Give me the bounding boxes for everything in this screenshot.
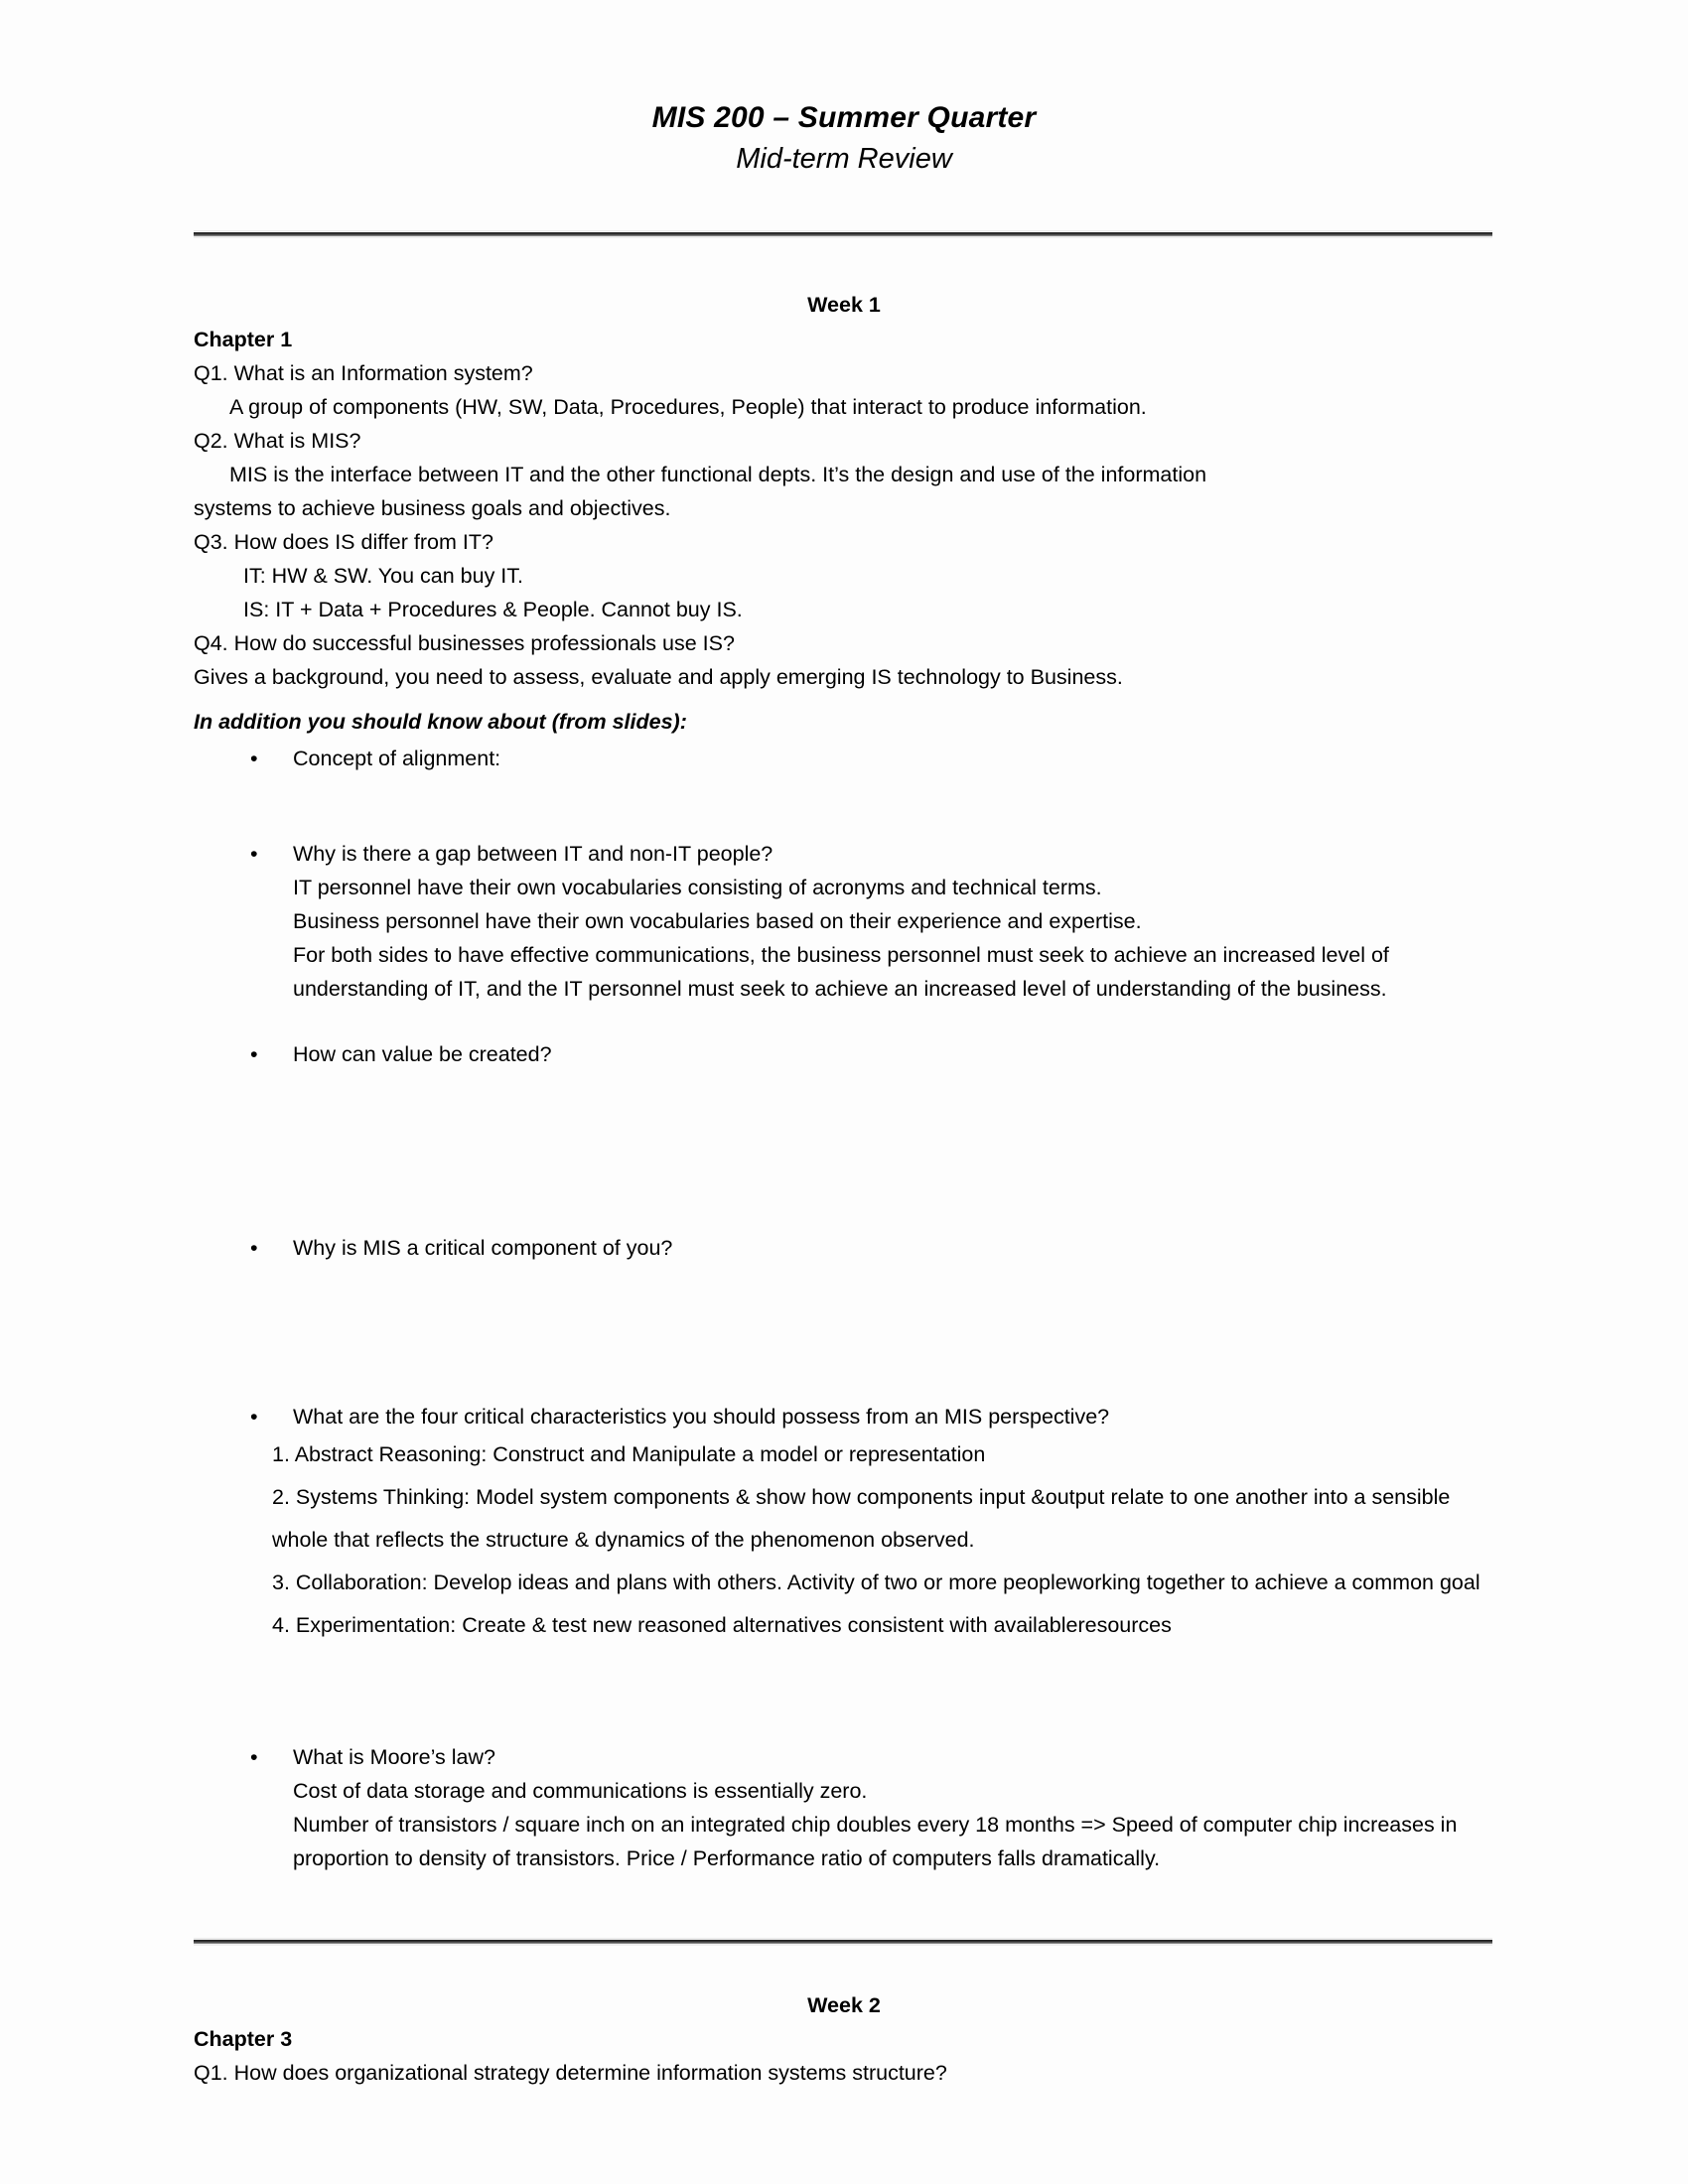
- bullet-row: [194, 1400, 1494, 1433]
- q2-question: Q2. What is MIS?: [194, 429, 361, 453]
- bullet-label: Concept of alignment:: [293, 747, 501, 770]
- bullet-value-created: [194, 1037, 1494, 1071]
- bullet-dot-icon: •: [250, 842, 258, 866]
- characteristic-item: 3. Collaboration: Develop ideas and plans with others. Activity of two or more peopleworking together to achieve a common goal: [272, 1570, 1480, 1594]
- bullet-row: [194, 1231, 1494, 1265]
- week2-q1-question: Q1. How does organizational strategy determine information systems structure?: [194, 2061, 947, 2085]
- week2-divider: [194, 1938, 1492, 1945]
- week2-block: [194, 1988, 1494, 2090]
- divider-shadow: [194, 1944, 1492, 1946]
- slides-note-wrap: [194, 705, 1494, 739]
- bullet-detail-line: For both sides to have effective communications, the business personnel must seek to achieve an increased level of understanding of IT, and the IT personnel must seek to achieve an increased level of understanding of the business.: [293, 943, 1389, 1001]
- q1-question: Q1. What is an Information system?: [194, 361, 533, 385]
- bullet-label: Why is there a gap between IT and non-IT people?: [293, 842, 774, 866]
- q4-question: Q4. How do successful businesses professionals use IS?: [194, 631, 735, 655]
- bullet-detail-line: Cost of data storage and communications is essentially zero.: [293, 1779, 868, 1803]
- week2-heading: Week 2: [807, 1993, 881, 2017]
- q2-answer-line2: systems to achieve business goals and objectives.: [194, 496, 671, 520]
- bullet-row: [194, 1037, 1494, 1071]
- bullet-dot-icon: •: [250, 1405, 258, 1429]
- characteristic-item: 2. Systems Thinking: Model system components & show how components input &output relate to one another into a sensible whole that reflects the structure & dynamics of the phenomenon observed.: [272, 1485, 1451, 1552]
- bullet-dot-icon: •: [250, 747, 258, 770]
- bullet-dot-icon: •: [250, 1236, 258, 1260]
- bullet-row: [194, 837, 1494, 1006]
- bullet-moores-law: [194, 1740, 1494, 1875]
- q1-answer: A group of components (HW, SW, Data, Procedures, People) that interact to produce information.: [229, 395, 1147, 419]
- chapter1-title: Chapter 1: [194, 328, 293, 351]
- characteristic-item: 4. Experimentation: Create & test new reasoned alternatives consistent with availableresources: [272, 1613, 1172, 1637]
- bullet-dot-icon: •: [250, 1745, 258, 1769]
- document-subtitle: Mid-term Review: [736, 142, 952, 175]
- q4-answer: Gives a background, you need to assess, evaluate and apply emerging IS technology to Business.: [194, 665, 1123, 689]
- q3-answer-line2: IS: IT + Data + Procedures & People. Cannot buy IS.: [243, 598, 743, 621]
- characteristic-item: 1. Abstract Reasoning: Construct and Manipulate a model or representation: [272, 1442, 986, 1466]
- bullet-mis-critical: [194, 1231, 1494, 1265]
- slides-note-heading: In addition you should know about (from slides):: [194, 710, 687, 734]
- document-title: MIS 200 – Summer Quarter: [651, 101, 1037, 134]
- week1-heading-wrap: [194, 288, 1494, 322]
- q3-answer-line1: IT: HW & SW. You can buy IT.: [243, 564, 524, 588]
- header-divider: [194, 230, 1492, 237]
- bullet-label: How can value be created?: [293, 1042, 552, 1066]
- chapter1-block: [194, 323, 1494, 694]
- bullet-four-characteristics: [194, 1400, 1494, 1647]
- bullet-it-gap: [194, 837, 1494, 1006]
- bullet-detail-line: Number of transistors / square inch on an integrated chip doubles every 18 months => Speed of computer chip increases in proportion to density of transistors. Price / Performance ratio of computers falls dramatically.: [293, 1813, 1458, 1870]
- bullet-alignment: [194, 742, 1494, 775]
- document-header: [194, 99, 1494, 177]
- bullet-dot-icon: •: [250, 1042, 258, 1066]
- bullet-label: What are the four critical characteristics you should possess from an MIS perspective?: [293, 1405, 1110, 1429]
- divider-shadow: [194, 236, 1492, 238]
- q2-answer-line1: MIS is the interface between IT and the other functional depts. It’s the design and use of the information: [229, 463, 1207, 486]
- bullet-label: What is Moore’s law?: [293, 1745, 495, 1769]
- q3-question: Q3. How does IS differ from IT?: [194, 530, 493, 554]
- bullet-row: [194, 742, 1494, 775]
- bullet-detail-line: Business personnel have their own vocabularies based on their experience and expertise.: [293, 909, 1142, 933]
- bullet-row: [194, 1740, 1494, 1875]
- bullet-detail-line: IT personnel have their own vocabularies consisting of acronyms and technical terms.: [293, 876, 1102, 899]
- chapter3-title: Chapter 3: [194, 2027, 293, 2051]
- week1-heading: Week 1: [807, 293, 881, 317]
- bullet-label: Why is MIS a critical component of you?: [293, 1236, 673, 1260]
